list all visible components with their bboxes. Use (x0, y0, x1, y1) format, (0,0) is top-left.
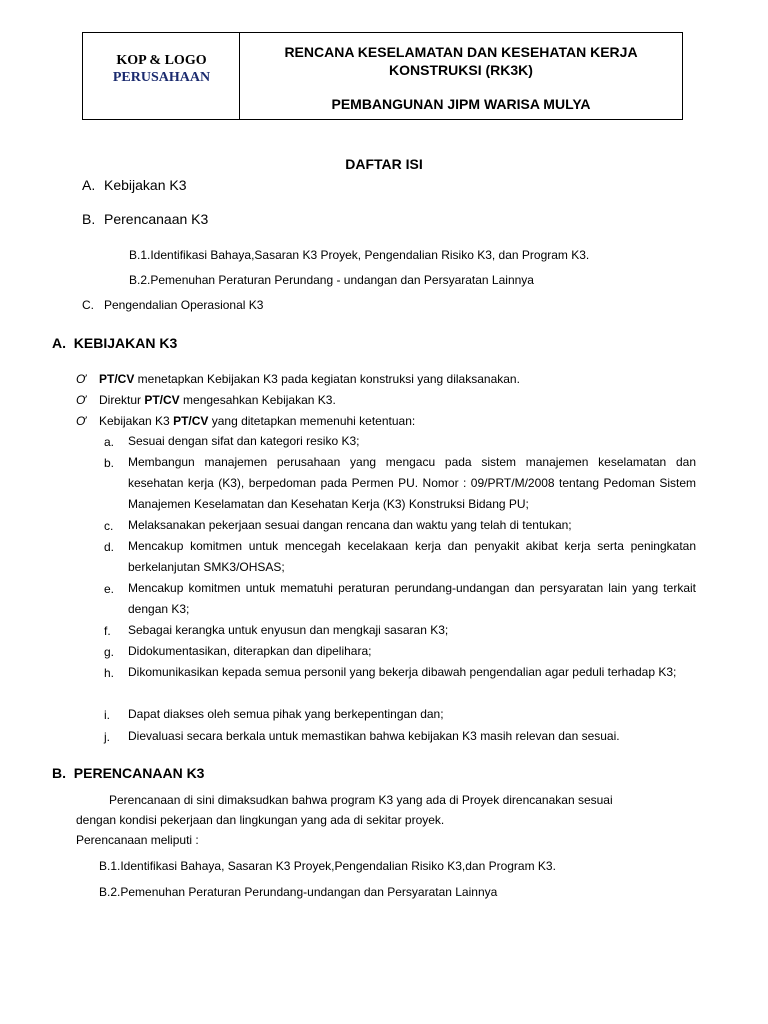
bullet-2-bold: PT/CV (144, 393, 180, 407)
list-item-letter: h. (104, 666, 115, 680)
toc-b1: B.1.Identifikasi Bahaya,Sasaran K3 Proyek, Pengendalian Risiko K3, dan Program K3. (129, 248, 590, 262)
toc-c-letter: C. (82, 298, 94, 312)
list-item-text: Dapat diakses oleh semua pihak yang berkepentingan dan; (128, 707, 444, 721)
toc-c-label: Pengendalian Operasional K3 (104, 298, 264, 312)
list-item-letter: d. (104, 540, 115, 554)
logo-line2: PERUSAHAAN (112, 70, 211, 85)
toc-heading: DAFTAR ISI (345, 156, 423, 172)
section-b-item-b2: B.2.Pemenuhan Peraturan Perundang-undangan dan Persyaratan Lainnya (99, 885, 498, 899)
list-item-text: Mencakup komitmen untuk mencegah kecelakaan kerja dan penyakit akibat kerja serta peningkatan berkelanjutan SMK3/OHSAS; (128, 539, 696, 574)
list-item-text: Melaksanakan pekerjaan sesuai dangan rencana dan waktu yang telah di tentukan; (128, 518, 572, 532)
title-line2: KONSTRUKSI (RK3K) (389, 62, 533, 78)
section-b-item-b1: B.1.Identifikasi Bahaya, Sasaran K3 Proyek,Pengendalian Risiko K3,dan Program K3. (99, 859, 556, 873)
list-item-text: Membangun manajemen perusahaan yang mengacu pada sistem manajemen keselamatan dan kesehatan kerja (K3), berpedoman pada Permen PU. Nomor : 09/PRT/M/2008 tentang Pedoman Sistem Manajemen Keselamatan dan Kesehatan Kerja (K3) Konstruksi Bidang PU; (128, 455, 696, 511)
company-logo-placeholder (83, 33, 240, 119)
section-b-paragraph-line2: dengan kondisi pekerjaan dan lingkungan yang ada di sekitar proyek. (76, 813, 445, 827)
section-a-heading: A. KEBIJAKAN K3 (52, 335, 178, 351)
list-item-letter: e. (104, 582, 115, 596)
bullet-2-text: mengesahkan Kebijakan K3. (179, 393, 336, 407)
list-item-letter: a. (104, 435, 115, 449)
logo-line1: KOP & LOGO (116, 53, 207, 68)
bullet-2-pre: Direktur (99, 393, 145, 407)
toc-b2: B.2.Pemenuhan Peraturan Perundang - undangan dan Persyaratan Lainnya (129, 273, 534, 287)
bullet-1-text: menetapkan Kebijakan K3 pada kegiatan konstruksi yang dilaksanakan. (134, 372, 520, 386)
list-item-text: Dievaluasi secara berkala untuk memastikan bahwa kebijakan K3 masih relevan dan sesuai. (128, 729, 620, 743)
title-line3: PEMBANGUNAN JIPM WARISA MULYA (331, 96, 591, 112)
list-item-text: Didokumentasikan, diterapkan dan dipelihara; (128, 644, 372, 658)
bullet-3-text: yang ditetapkan memenuhi ketentuan: (208, 414, 416, 428)
list-item-text: Sesuai dengan sifat dan kategori resiko K3; (128, 434, 360, 448)
bullet-3-bold: PT/CV (173, 414, 209, 428)
document-header (82, 32, 683, 120)
bullet-1-bold: PT/CV (99, 372, 135, 386)
bullet-3-pre: Kebijakan K3 (99, 414, 174, 428)
bullet-1 (99, 372, 520, 386)
title-line1: RENCANA KESELAMATAN DAN KESEHATAN KERJA (284, 44, 638, 60)
list-item-letter: c. (104, 519, 114, 533)
list-item-letter: f. (104, 624, 111, 638)
toc-a-label: Kebijakan K3 (104, 177, 187, 193)
toc-b-label: Perencanaan K3 (104, 211, 209, 227)
bullet-2 (99, 393, 336, 407)
bullet-3 (99, 414, 415, 428)
list-item-letter: b. (104, 456, 115, 470)
section-b-heading: B. PERENCANAAN K3 (52, 765, 205, 781)
list-item-text: Dikomunikasikan kepada semua personil yang bekerja dibawah pengendalian agar peduli terhadap K3; (128, 665, 677, 679)
bullet-icon: Ơ (76, 393, 86, 407)
bullet-icon: Ơ (76, 372, 86, 386)
section-b-paragraph-line3: Perencanaan meliputi : (76, 833, 199, 847)
list-item-letter: j. (104, 730, 110, 744)
list-item-letter: g. (104, 645, 115, 659)
list-item-text: Mencakup komitmen untuk mematuhi peraturan perundang-undangan dan persyaratan lain yang terkait dengan K3; (128, 581, 696, 616)
toc-a-letter: A. (82, 177, 96, 193)
bullet-icon: Ơ (76, 414, 86, 428)
list-item-text: Sebagai kerangka untuk enyusun dan mengkaji sasaran K3; (128, 623, 449, 637)
list-item-letter: i. (104, 708, 110, 722)
toc-b-letter: B. (82, 211, 96, 227)
section-b-paragraph-line1: Perencanaan di sini dimaksudkan bahwa program K3 yang ada di Proyek direncanakan sesuai (109, 793, 613, 807)
